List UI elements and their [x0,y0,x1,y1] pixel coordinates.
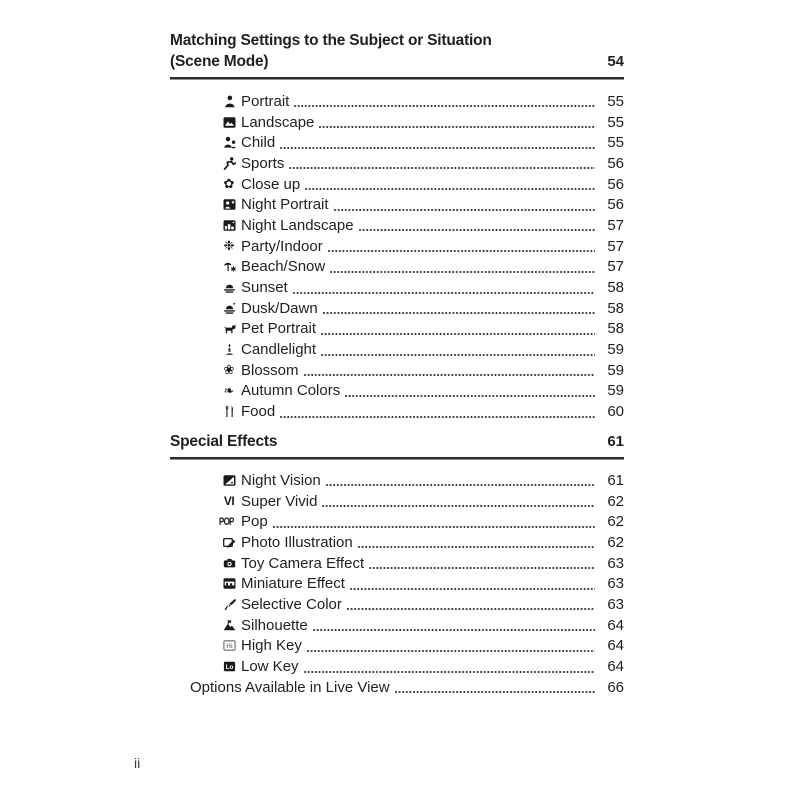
dot-leader [345,395,595,397]
footer-page-number: ii [134,755,141,771]
section-header [170,30,624,72]
toc-entry-page: 63 [607,595,624,613]
toc-entry-page: 59 [607,361,624,379]
toc-entry-page: 55 [607,113,624,131]
dot-leader [273,526,595,528]
toc-entry-page: 55 [607,92,624,110]
dot-leader [359,229,595,231]
dot-leader [307,650,595,652]
dusk-dawn-icon [222,301,236,315]
toc-content [170,30,624,698]
section-rule [170,77,624,80]
low-key-icon [222,660,236,674]
toc-entry [170,257,624,278]
toc-entry [170,401,624,422]
candlelight-icon [222,343,236,357]
super-vivid-icon: VI [223,494,235,509]
toc-entry [170,298,624,319]
toc-entry-page: 59 [607,341,624,359]
section-title-line: Matching Settings to the Subject or Situation [170,32,492,49]
night-landscape-icon [222,218,236,232]
toc-entry [170,491,624,512]
toc-entry [170,677,624,698]
toc-entry-page: 58 [607,279,624,297]
toc-entry-label: Miniature Effect [241,575,345,593]
toc-entry [170,360,624,381]
toc-entry-label: Silhouette [241,616,308,634]
dot-leader [323,312,595,314]
toc-entry-page: 62 [607,513,624,531]
miniature-effect-icon [222,577,236,591]
dot-leader [304,671,595,673]
toy-camera-effect-icon [222,556,236,570]
toc-entry-page: 57 [607,237,624,255]
close-up-icon: ✿ [223,176,235,192]
toc-entry [170,174,624,195]
toc-entry-page: 56 [607,175,624,193]
toc-entry [170,573,624,594]
landscape-icon [222,115,236,129]
silhouette-icon [222,618,236,632]
toc-entry-list [170,91,624,422]
dot-leader [326,484,595,486]
toc-entry [170,615,624,636]
toc-entry-label: Night Landscape [241,216,354,234]
toc-entry-label: Dusk/Dawn [241,299,318,317]
pop-icon: POP [218,515,234,528]
toc-entry [170,236,624,257]
dot-leader [319,126,595,128]
toc-entry [170,381,624,402]
toc-entry [170,511,624,532]
toc-entry-label: Child [241,134,276,152]
dot-leader [322,505,595,507]
toc-entry-page: 64 [607,637,624,655]
dot-leader [305,188,595,190]
toc-entry [170,91,624,112]
section-page-number: 61 [607,433,624,450]
toc-entry-page: 63 [607,554,624,572]
section-rule [170,457,624,460]
section-title [170,431,607,452]
toc-entry-page: 57 [607,258,624,276]
child-icon [222,136,236,150]
dot-leader [334,209,595,211]
toc-entry-label: Sports [241,154,285,172]
toc-entry-label: Candlelight [241,341,317,359]
toc-entry-label: Food [241,403,276,421]
toc-entry [170,553,624,574]
dot-leader [328,250,595,252]
night-portrait-icon [222,198,236,212]
sunset-icon [222,281,236,295]
toc-entry-page: 58 [607,320,624,338]
dot-leader [280,147,595,149]
section-title [170,30,607,72]
toc-entry-label: Portrait [241,92,290,110]
dot-leader [347,608,595,610]
toc-entry-label: Close up [241,175,301,193]
toc-entry-label: High Key [241,637,302,655]
toc-entry-label: Photo Illustration [241,533,353,551]
sports-icon [222,156,236,170]
toc-entry-label: Sunset [241,279,288,297]
blossom-icon: ❀ [223,362,235,378]
dot-leader [321,354,595,356]
toc-entry-page: 62 [607,492,624,510]
toc-entry-label: Options Available in Live View [190,678,390,696]
toc-entry-label: Autumn Colors [241,382,341,400]
beach-snow-icon [222,260,236,274]
section-page-number: 54 [607,53,624,70]
dot-leader [330,271,595,273]
toc-entry [170,153,624,174]
toc-entry-list [170,470,624,698]
section-header [170,431,624,452]
toc-entry-page: 64 [607,658,624,676]
portrait-icon [222,94,236,108]
toc-entry [170,594,624,615]
toc-entry-page: 56 [607,154,624,172]
party-indoor-icon: ❉ [223,238,235,254]
dot-leader [369,567,595,569]
toc-entry-page: 61 [607,471,624,489]
toc-entry-label: Pet Portrait [241,320,317,338]
toc-entry [170,277,624,298]
svg-text:Hi: Hi [225,643,233,651]
toc-entry [170,470,624,491]
toc-entry-page: 62 [607,533,624,551]
toc-entry-label: Pop [241,513,268,531]
dot-leader [304,374,595,376]
toc-entry-page: 55 [607,134,624,152]
toc-entry-label: Landscape [241,113,315,131]
dot-leader [350,588,595,590]
toc-entry-label: Low Key [241,658,299,676]
toc-entry-label: Night Vision [241,471,321,489]
toc-entry [170,194,624,215]
toc-entry [170,132,624,153]
toc-entry [170,339,624,360]
toc-entry-page: 59 [607,382,624,400]
toc-entry-label: Blossom [241,361,299,379]
dot-leader [289,167,595,169]
dot-leader [293,292,595,294]
toc-entry [170,532,624,553]
toc-entry-page: 66 [607,678,624,696]
toc-entry [170,215,624,236]
selective-color-icon [222,597,236,611]
toc-entry-page: 63 [607,575,624,593]
toc-entry [170,319,624,340]
toc-section [170,30,624,422]
dot-leader [321,333,595,335]
toc-entry [170,656,624,677]
food-icon [222,405,236,419]
dot-leader [313,629,595,631]
toc-entry-label: Beach/Snow [241,258,326,276]
section-title-line: Special Effects [170,433,278,450]
photo-illustration-icon [222,535,236,549]
toc-entry-label: Night Portrait [241,196,329,214]
toc-entry-page: 60 [607,403,624,421]
toc-entry-label: Toy Camera Effect [241,554,365,572]
dot-leader [280,416,595,418]
dot-leader [294,105,595,107]
pet-portrait-icon [222,322,236,336]
dot-leader [358,546,595,548]
toc-entry-page: 57 [607,216,624,234]
toc-entry-label: Party/Indoor [241,237,323,255]
svg-text:Lo: Lo [225,664,233,672]
toc-entry [170,636,624,657]
toc-entry-label: Super Vivid [241,492,318,510]
toc-section [170,431,624,698]
toc-entry-page: 58 [607,299,624,317]
toc-entry-page: 56 [607,196,624,214]
autumn-colors-icon: ❧ [223,382,235,398]
night-vision-icon [222,473,236,487]
toc-entry-page: 64 [607,616,624,634]
dot-leader [395,691,595,693]
section-title-line: (Scene Mode) [170,53,269,70]
high-key-icon [222,639,236,653]
toc-entry-label: Selective Color [241,595,342,613]
toc-entry [170,112,624,133]
